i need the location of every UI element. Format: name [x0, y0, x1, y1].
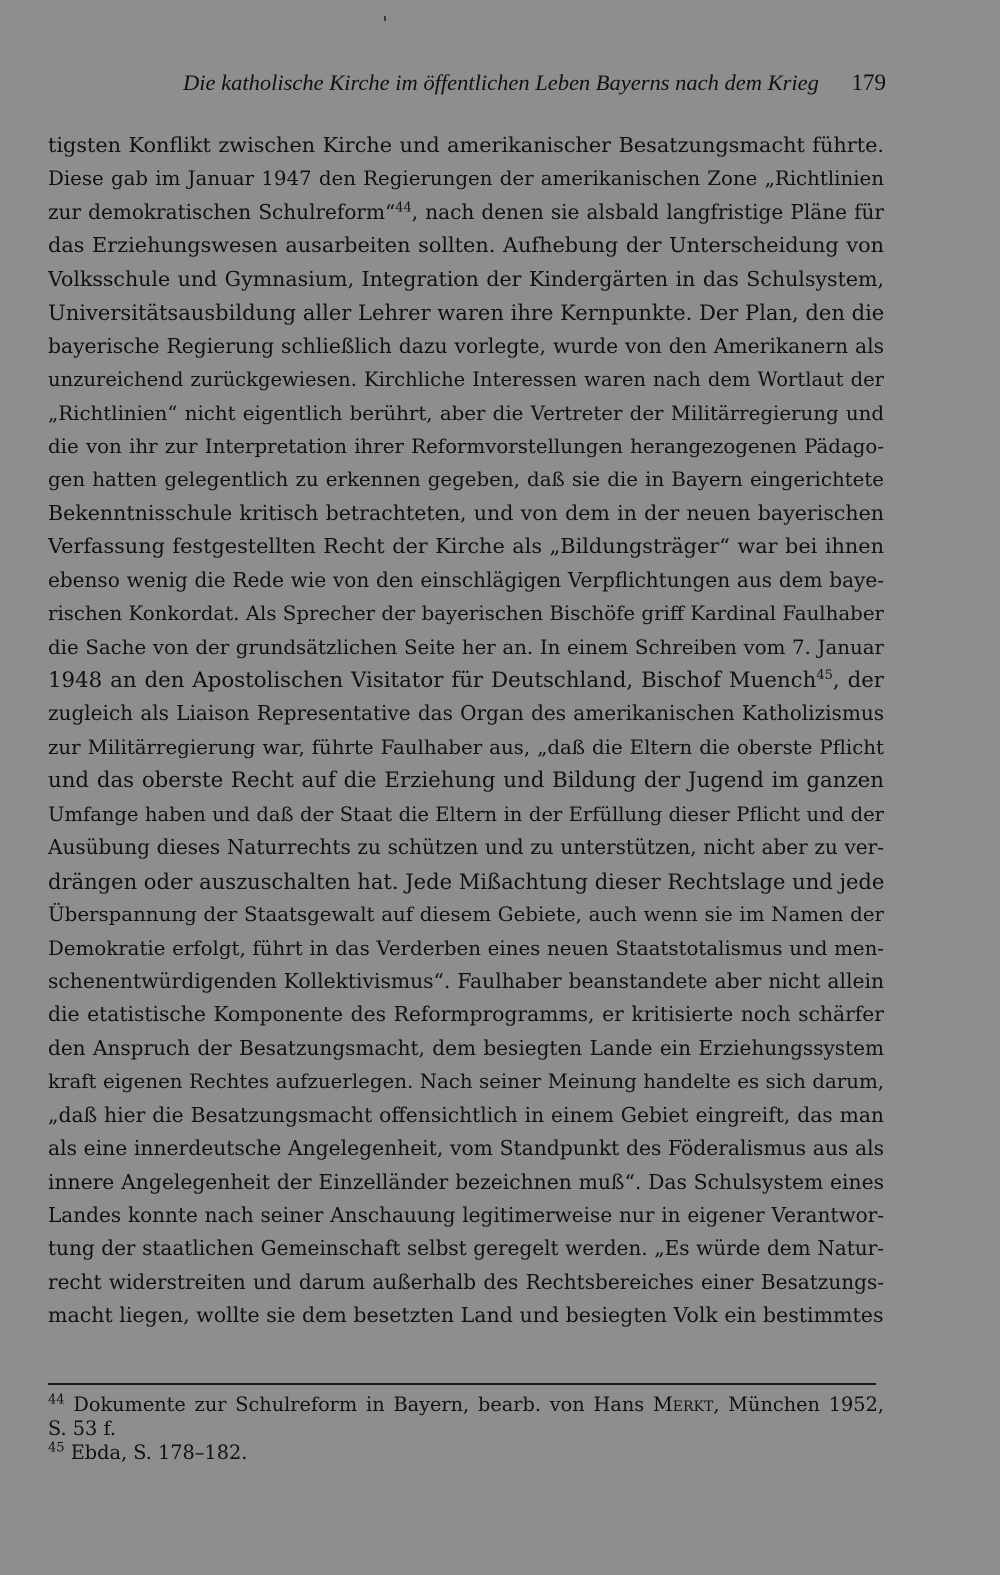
body-line: innere Angelegenheit der Einzelländer bezeichnen muß“. Das Schulsystem eines [48, 1169, 884, 1194]
body-line: „Richtlinien“ nicht eigentlich berührt, aber die Vertreter der Militärregierung und [48, 401, 884, 425]
body-line: recht widerstreiten und darum außerhalb des Rechtsbereiches einer Besatzungs- [48, 1269, 884, 1294]
body-line: unzureichend zurückgewiesen. Kirchliche Interessen waren nach dem Wortlaut der [48, 368, 884, 392]
footnotes [48, 1393, 884, 1465]
body-line: drängen oder auszuschalten hat. Jede Mißachtung dieser Rechtslage und jede [48, 868, 884, 894]
footnote-45 [48, 1441, 884, 1465]
body-line: zugleich als Liaison Representative das Organ des amerikanischen Katholizismus [48, 701, 884, 726]
body-line: Universitätsausbildung aller Lehrer waren ihre Kernpunkte. Der Plan, den die [48, 300, 884, 326]
body-line: kraft eigenen Rechtes aufzuerlegen. Nach seiner Meinung handelte es sich darum, [48, 1070, 884, 1094]
body-line: zur Militärregierung war, führte Faulhaber aus, „daß die Eltern die oberste Pflicht [48, 735, 884, 759]
body-line: Diese gab im Januar 1947 den Regierungen der amerikanischen Zone „Richtlinien [48, 167, 884, 191]
body-line: bayerische Regierung schließlich dazu vorlegte, wurde von den Amerikanern als [48, 333, 884, 358]
scan-speck [384, 16, 386, 21]
body-line: als eine innerdeutsche Angelegenheit, vom Standpunkt des Föderalismus aus als [48, 1136, 884, 1161]
body-line: tung der staatlichen Gemeinschaft selbst geregelt werden. „Es würde dem Natur- [48, 1236, 884, 1261]
body-line: Volksschule und Gymnasium, Integration der Kindergärten in das Schulsystem, [48, 266, 884, 291]
footnote-reference: 45 [816, 667, 833, 683]
body-line: Überspannung der Staatsgewalt auf diesem Gebiete, auch wenn sie im Namen der [48, 903, 884, 927]
page-number: 179 [851, 70, 886, 95]
body-line: die von ihr zur Interpretation ihrer Reformvorstellungen herangezogenen Pädago- [48, 434, 884, 458]
footnote-reference: 44 [395, 200, 412, 216]
footnote-text: Dokumente zur Schulreform in Bayern, bearb. von Hans [73, 1393, 645, 1416]
footnote-continuation: S. 53 f. [48, 1417, 117, 1440]
body-line: die etatistische Komponente des Reformprogramms, er kritisierte noch schärfer [48, 1002, 884, 1027]
footnote-text: Ebda, S. 178–182. [70, 1441, 248, 1464]
body-line: Landes konnte nach seiner Anschauung legitimerweise nur in eigener Verantwor- [48, 1203, 884, 1227]
body-line: Verfassung festgestellten Recht der Kirche als „Bildungsträger“ war bei ihnen [48, 534, 884, 559]
body-line: Ausübung dieses Naturrechts zu schützen und zu unterstützen, nicht aber zu ver- [48, 835, 884, 860]
body-line: Demokratie erfolgt, führt in das Verderben eines neuen Staatstotalismus und men- [48, 936, 884, 960]
footnote-44 [48, 1393, 884, 1441]
body-line: Umfange haben und daß der Staat die Eltern in der Erfüllung dieser Pflicht und der [48, 802, 884, 826]
body-line: 1948 an den Apostolischen Visitator für Deutschland, Bischof Muench$^{45}$, der [48, 667, 884, 693]
body-line: und das oberste Recht auf die Erziehung und Bildung der Jugend im ganzen [48, 768, 884, 794]
footnote-text-after: , München 1952, [713, 1393, 884, 1416]
body-line: „daß hier die Besatzungsmacht offensichtlich in einem Gebiet eingreift, das man [48, 1102, 884, 1127]
body-line: Bekenntnisschule kritisch betrachteten, und von dem in der neuen bayerischen [48, 500, 884, 525]
body-line: den Anspruch der Besatzungsmacht, dem besiegten Lande ein Erziehungssystem [48, 1035, 884, 1060]
body-line: das Erziehungswesen ausarbeiten sollten. Aufhebung der Unterscheidung von [48, 233, 884, 258]
running-head [183, 66, 886, 100]
running-title: Die katholische Kirche im öffentlichen Leben Bayerns nach dem Krieg [183, 70, 819, 95]
body-line: gen hatten gelegentlich zu erkennen gegeben, daß sie die in Bayern eingerichtete [48, 468, 884, 492]
body-text [48, 129, 884, 1333]
body-line: rischen Konkordat. Als Sprecher der bayerischen Bischöfe griff Kardinal Faulhaber [48, 602, 884, 626]
body-line: die Sache von der grundsätzlichen Seite her an. In einem Schreiben vom 7. Januar [48, 635, 884, 659]
body-line: ebenso wenig die Rede wie von den einschlägigen Verpflichtungen aus dem baye- [48, 567, 884, 592]
footnote-author-name: Merkt [653, 1393, 714, 1416]
footnote-separator [48, 1383, 876, 1385]
body-line: macht liegen, wollte sie dem besetzten Land und besiegten Volk ein bestimmtes [48, 1303, 884, 1328]
body-line: schenentwürdigenden Kollektivismus“. Faulhaber beanstandete aber nicht allein [48, 968, 884, 993]
body-line: zur demokratischen Schulreform“$^{44}$, nach denen sie alsbald langfristige Pläne für [48, 199, 884, 224]
footnote-number: 44 [48, 1392, 65, 1408]
footnote-number: 45 [48, 1440, 65, 1456]
body-line: tigsten Konflikt zwischen Kirche und amerikanischer Besatzungsmacht führte. [48, 133, 884, 157]
